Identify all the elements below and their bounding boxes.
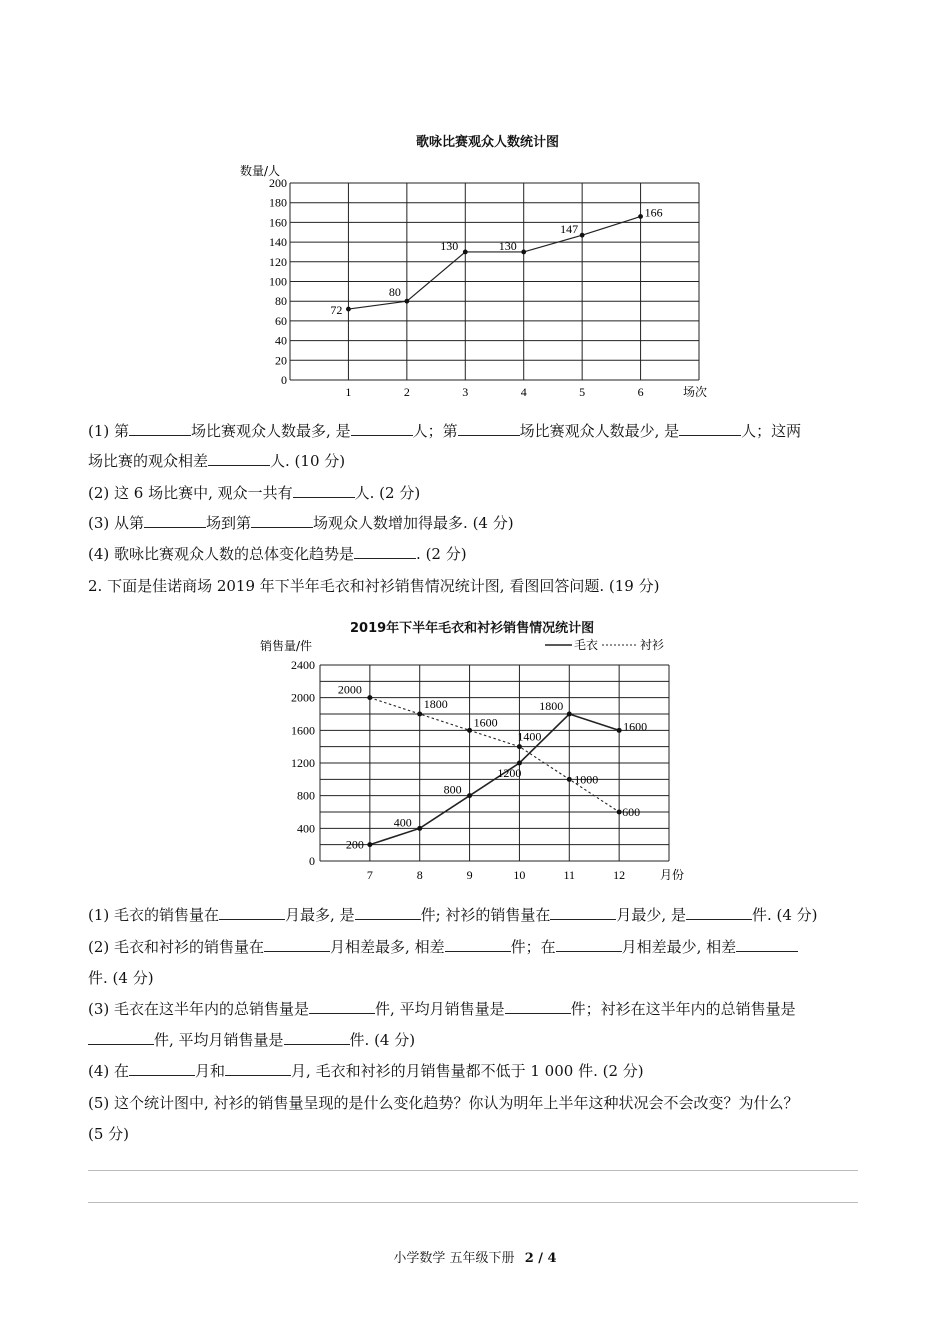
data-label: 1400 (517, 729, 542, 744)
data-label: 400 (393, 815, 412, 830)
y-tick-label: 800 (297, 788, 315, 803)
data-label: 200 (345, 837, 364, 852)
x-tick-label: 11 (563, 868, 576, 882)
data-label: 600 (622, 805, 641, 819)
s2-intro: 2. 下面是佳诺商场 2019 年下半年毛衣和衬衫销售情况统计图, 看图回答问题. (19 分) (88, 577, 660, 595)
chart1-title: 歌咏比赛观众人数统计图 (416, 135, 560, 150)
blank[interactable] (219, 905, 285, 920)
blank[interactable] (144, 513, 206, 528)
y-tick-label: 0 (281, 373, 287, 387)
data-point (580, 233, 585, 238)
y-tick-label: 200 (269, 176, 287, 190)
footer-subject: 小学数学 五年级下册 (393, 1251, 515, 1266)
blank[interactable] (251, 513, 313, 528)
y-tick-label: 140 (269, 235, 287, 250)
x-axis-label: 月份 (660, 868, 685, 882)
s1-question-4: (4) 歌咏比赛观众人数的总体变化趋势是 . (2 分) (88, 545, 467, 563)
data-label: 1800 (423, 697, 448, 711)
data-point (404, 299, 409, 304)
s1-question-2: (2) 这 6 场比赛中, 观众一共有 人. (2 分) (88, 484, 421, 502)
blank[interactable] (505, 999, 571, 1014)
x-axis-label: 场次 (683, 385, 708, 399)
blank[interactable] (354, 544, 416, 559)
s2-question-3-cont: 件, 平均月销售量是 件. (4 分) (88, 1030, 415, 1050)
data-label: 147 (560, 222, 579, 237)
x-tick-label: 12 (613, 868, 626, 882)
data-label: 130 (440, 238, 459, 253)
answer-line[interactable] (88, 1170, 858, 1171)
x-tick-label: 1 (345, 385, 352, 399)
data-point (417, 712, 422, 717)
blank[interactable] (550, 905, 616, 920)
blank[interactable] (736, 937, 798, 952)
x-tick-label: 8 (416, 868, 423, 882)
blank[interactable] (686, 905, 752, 920)
data-label: 1600 (473, 715, 498, 730)
y-tick-label: 60 (275, 313, 287, 328)
y-tick-label: 180 (269, 195, 287, 210)
y-tick-label: 2400 (291, 658, 315, 672)
blank[interactable] (129, 1061, 195, 1076)
data-label: 1600 (623, 719, 648, 734)
x-tick-label: 9 (466, 868, 473, 882)
data-point (417, 826, 422, 831)
blank[interactable] (284, 1030, 350, 1045)
blank[interactable] (445, 937, 511, 952)
legend-label-sweater: 毛衣 (574, 638, 599, 652)
x-tick-label: 5 (579, 385, 586, 399)
y-tick-label: 20 (275, 353, 287, 368)
chart1 (230, 158, 730, 403)
y-tick-label: 2000 (291, 690, 315, 705)
s2-question-2-cont: 件. (4 分) (88, 969, 154, 987)
blank[interactable] (88, 1030, 154, 1045)
y-tick-label: 1200 (291, 756, 315, 770)
s2-question-2: (2) 毛衣和衬衫的销售量在 月相差最多, 相差 件；在 月相差最少, 相差 (88, 937, 798, 957)
page-footer (0, 1247, 950, 1266)
data-label: 800 (443, 782, 462, 797)
blank[interactable] (309, 999, 375, 1014)
blank[interactable] (208, 451, 270, 466)
x-tick-label: 3 (462, 385, 469, 399)
s2-question-1: (1) 毛衣的销售量在 月最多, 是 件; 衬衫的销售量在 月最少, 是 件. (4 分) (88, 906, 818, 924)
data-point (367, 695, 372, 700)
blank[interactable] (355, 905, 421, 920)
s1-question-1-cont: 场比赛的观众相差 人. (10 分) (88, 452, 346, 470)
data-point (517, 744, 522, 749)
s1-question-1: (1) 第 场比赛观众人数最多, 是 人；第 场比赛观众人数最少, 是 人；这两 (88, 422, 802, 440)
data-point (617, 810, 622, 815)
data-point (517, 761, 522, 766)
data-point (567, 777, 572, 782)
s2-question-5: (5) 这个统计图中, 衬衫的销售量呈现的是什么变化趋势？你认为明年上半年这种状况会不会改变？为什么？ (88, 1094, 799, 1112)
data-point (617, 728, 622, 733)
data-point (463, 250, 468, 255)
s2-question-3: (3) 毛衣在这半年内的总销售量是 件, 平均月销售量是 件；衬衫在这半年内的总销售量是 (88, 1000, 796, 1018)
x-tick-label: 2 (403, 385, 410, 399)
blank[interactable] (129, 421, 191, 436)
y-axis-label: 销售量/件 (260, 639, 313, 653)
blank[interactable] (556, 937, 622, 952)
data-label: 1200 (497, 766, 522, 780)
y-tick-label: 80 (275, 294, 287, 309)
y-tick-label: 40 (275, 333, 287, 348)
blank[interactable] (351, 421, 413, 436)
s2-question-5-score: (5 分) (88, 1125, 130, 1143)
blank[interactable] (458, 421, 520, 436)
blank[interactable] (225, 1061, 291, 1076)
chart2-title: 2019年下半年毛衣和衬衫销售情况统计图 (350, 621, 595, 636)
data-label: 72 (330, 303, 343, 318)
answer-line[interactable] (88, 1202, 858, 1203)
y-tick-label: 0 (309, 854, 315, 868)
blank[interactable] (679, 421, 741, 436)
data-point (521, 250, 526, 255)
legend-label-shirt: 衬衫 (640, 638, 665, 652)
data-point (367, 842, 372, 847)
data-point (638, 214, 643, 219)
data-label: 2000 (337, 682, 362, 697)
data-label: 80 (388, 285, 401, 300)
y-tick-label: 160 (269, 215, 287, 230)
blank[interactable] (293, 483, 355, 498)
y-tick-label: 400 (297, 821, 315, 836)
y-tick-label: 120 (269, 254, 287, 269)
data-point (346, 307, 351, 312)
page-number: 2 / 4 (524, 1251, 557, 1266)
data-point (467, 793, 472, 798)
chart2 (250, 632, 700, 887)
data-point (567, 712, 572, 717)
y-tick-label: 1600 (291, 723, 315, 738)
x-tick-label: 6 (637, 385, 644, 399)
blank[interactable] (264, 937, 330, 952)
data-label: 1000 (574, 772, 599, 787)
x-tick-label: 10 (513, 868, 526, 882)
data-point (467, 728, 472, 733)
y-axis-label: 数量/人 (240, 164, 281, 178)
data-label: 1800 (539, 699, 564, 713)
x-tick-label: 7 (366, 868, 373, 882)
data-label: 166 (644, 205, 663, 220)
s1-question-3: (3) 从第 场到第 场观众人数增加得最多. (4 分) (88, 514, 514, 532)
y-tick-label: 100 (269, 274, 287, 289)
data-label: 130 (498, 238, 517, 253)
s2-question-4: (4) 在 月和 月, 毛衣和衬衫的月销售量都不低于 1 000 件. (2 分) (88, 1062, 644, 1080)
x-tick-label: 4 (520, 385, 527, 399)
